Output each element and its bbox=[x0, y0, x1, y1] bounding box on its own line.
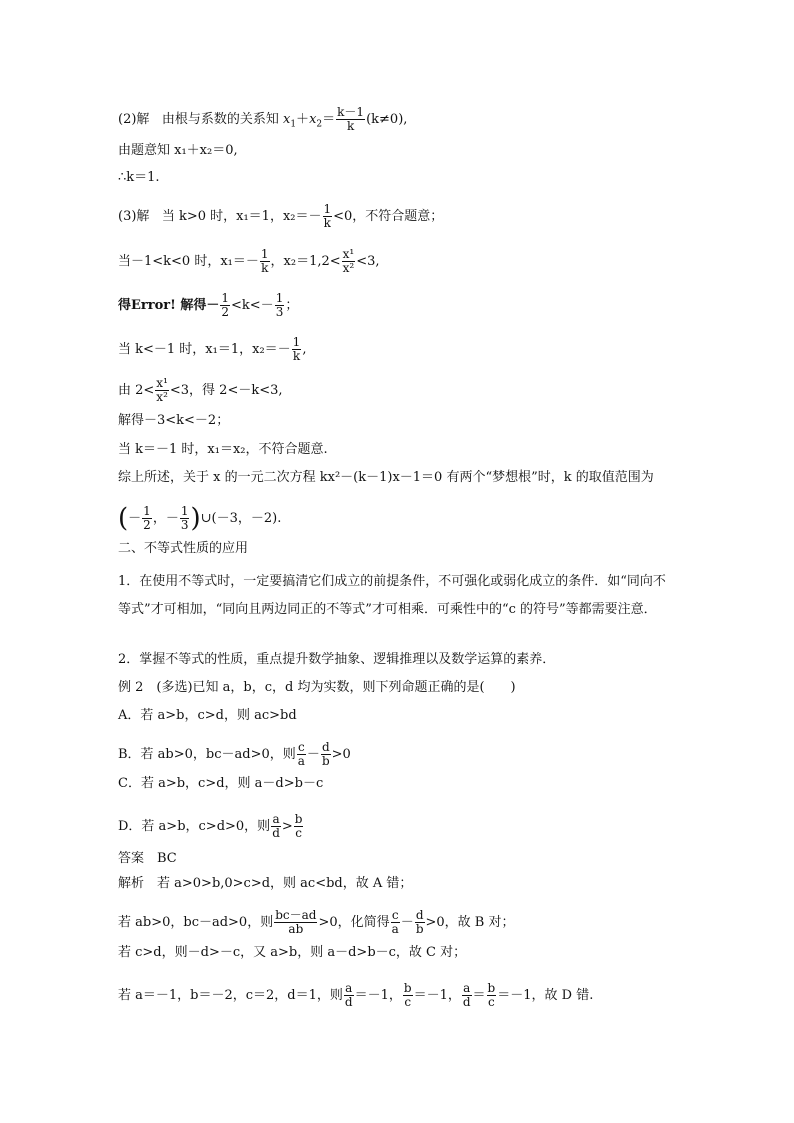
line-summary: 综上所述，关于 x 的一元二次方程 kx²－(k－1)x－1＝0 有两个“梦想根”时，k 的取值范围为 bbox=[118, 470, 654, 485]
section-title: 二、不等式性质的应用 bbox=[118, 541, 249, 556]
point-1: 1．在使用不等式时，一定要搞清它们成立的前提条件，不可强化或弱化成立的条件．如“同向不等式”才可相加，“同向且两边同正的不等式”才可相乘．可乘性中的“c 的符号”等都需要注意． bbox=[118, 574, 666, 617]
option-c: C．若 a>b，c>d，则 a－d>b－c bbox=[118, 776, 324, 791]
line-solve: 解得－3<k<－2； bbox=[118, 413, 230, 428]
analysis-2: 若 ab>0，bc－ad>0，则 $\frac{bc-ad}{ab}$ >0，化简得 $\frac{c}{a}$ － $\frac{d}{b}$ >0，故 B 对； bbox=[118, 908, 515, 936]
line-sum: 由题意知 x₁＋x₂＝0, bbox=[118, 143, 238, 158]
condition: (k≠0), bbox=[366, 112, 408, 127]
fraction: $\frac{a}{d}$ bbox=[272, 812, 280, 840]
line-error: 得Error! 解得－ $\frac{1}{2}$ <k<－ $\frac{1}{3}$ ； bbox=[118, 291, 299, 319]
line-range: (－ $\frac{1}{2}$ ，－ $\frac{1}{3}$ )∪(－3，－2). bbox=[118, 503, 282, 534]
line-k1: ∴k＝1. bbox=[118, 170, 160, 185]
fraction: $\frac{b}{c}$ bbox=[403, 981, 412, 1009]
fraction: $\frac{1}{3}$ bbox=[180, 504, 189, 532]
part2-label: (2)解 bbox=[118, 112, 150, 127]
analysis-1: 解析 若 a>0>b,0>c>d，则 ac<bd，故 A 错； bbox=[118, 876, 413, 891]
line-from: 由 2< $\frac{\text{x¹}}{\text{x²}}$ <3，得 2<－k<3, bbox=[118, 376, 283, 404]
analysis-3: 若 c>d，则－d>－c，又 a>b，则 a－d>b－c，故 C 对； bbox=[118, 945, 467, 960]
fraction: $\frac{\text{x¹}}{\text{x²}}$ bbox=[342, 247, 355, 275]
part2-line: (2)解 由根与系数的关系知 $x_1+x_2=$ $\frac{k-1}{k}$ (k≠0), bbox=[118, 105, 408, 133]
point-2: 2．掌握不等式的性质，重点提升数学抽象、逻辑推理以及数学运算的素养． bbox=[118, 652, 556, 667]
option-d: D．若 a>b，c>d>0，则 $\frac{a}{d}$ > $\frac{b}{c}$ bbox=[118, 812, 303, 840]
part3-label: (3)解 bbox=[118, 209, 150, 224]
fraction: $\frac{1}{k}$ bbox=[292, 335, 301, 363]
analysis-4: 若 a＝－1，b＝－2，c＝2，d＝1，则 $\frac{a}{d}$ ＝－1， $\frac{b}{c}$ ＝－1， $\frac{a}{d}$ ＝ $\frac{b}{c}$ ＝－1，故 D 错. bbox=[118, 981, 594, 1009]
fraction: $\frac{k-1}{k}$ bbox=[337, 105, 365, 133]
line-case4: 当 k＝－1 时，x₁＝x₂，不符合题意. bbox=[118, 442, 328, 457]
fraction: $\frac{\text{x¹}}{\text{x²}}$ bbox=[156, 376, 168, 404]
part2-text: 由根与系数的关系知 bbox=[161, 112, 283, 127]
part3-line: (3)解 当 k>0 时，x₁＝1，x₂＝－ $\frac{1}{k}$ <0，不符合题意； bbox=[118, 202, 444, 230]
fraction: $\frac{1}{3}$ bbox=[275, 291, 284, 319]
fraction: $\frac{b}{c}$ bbox=[487, 981, 496, 1009]
fraction: $\frac{1}{k}$ bbox=[260, 247, 269, 275]
line-case2: 当－1<k<0 时，x₁＝－ $\frac{1}{k}$ ，x₂＝1,2< $\frac{\text{x¹}}{\text{x²}}$ <3, bbox=[118, 247, 380, 275]
example-2: 例 2 (多选)已知 a，b，c，d 均为实数，则下列命题正确的是( ) bbox=[118, 680, 516, 695]
option-a: A．若 a>b，c>d，则 ac>bd bbox=[118, 708, 297, 723]
line-case3: 当 k<－1 时，x₁＝1，x₂＝－ $\frac{1}{k}$ , bbox=[118, 335, 307, 363]
fraction: $\frac{a}{d}$ bbox=[344, 981, 353, 1009]
fraction: $\frac{b}{c}$ bbox=[294, 812, 303, 840]
var-x1: x bbox=[282, 112, 291, 127]
fraction: $\frac{d}{b}$ bbox=[321, 740, 330, 768]
fraction: $\frac{a}{d}$ bbox=[462, 981, 471, 1009]
fraction: $\frac{1}{k}$ bbox=[323, 202, 332, 230]
fraction: $\frac{1}{2}$ bbox=[143, 504, 151, 532]
fraction: $\frac{1}{2}$ bbox=[221, 291, 230, 319]
fraction: $\frac{d}{b}$ bbox=[415, 908, 424, 936]
option-b: B．若 ab>0，bc－ad>0，则 $\frac{c}{a}$ － $\frac{d}{b}$ >0 bbox=[118, 740, 351, 768]
fraction: $\frac{c}{a}$ bbox=[297, 740, 305, 768]
plus-sign: ＋ bbox=[296, 112, 310, 127]
answer: 答案 BC bbox=[118, 851, 177, 866]
fraction: $\frac{bc-ad}{ab}$ bbox=[275, 908, 317, 936]
var-x2: x bbox=[309, 112, 317, 127]
fraction: $\frac{c}{a}$ bbox=[391, 908, 399, 936]
eq-sign: ＝ bbox=[322, 112, 336, 127]
